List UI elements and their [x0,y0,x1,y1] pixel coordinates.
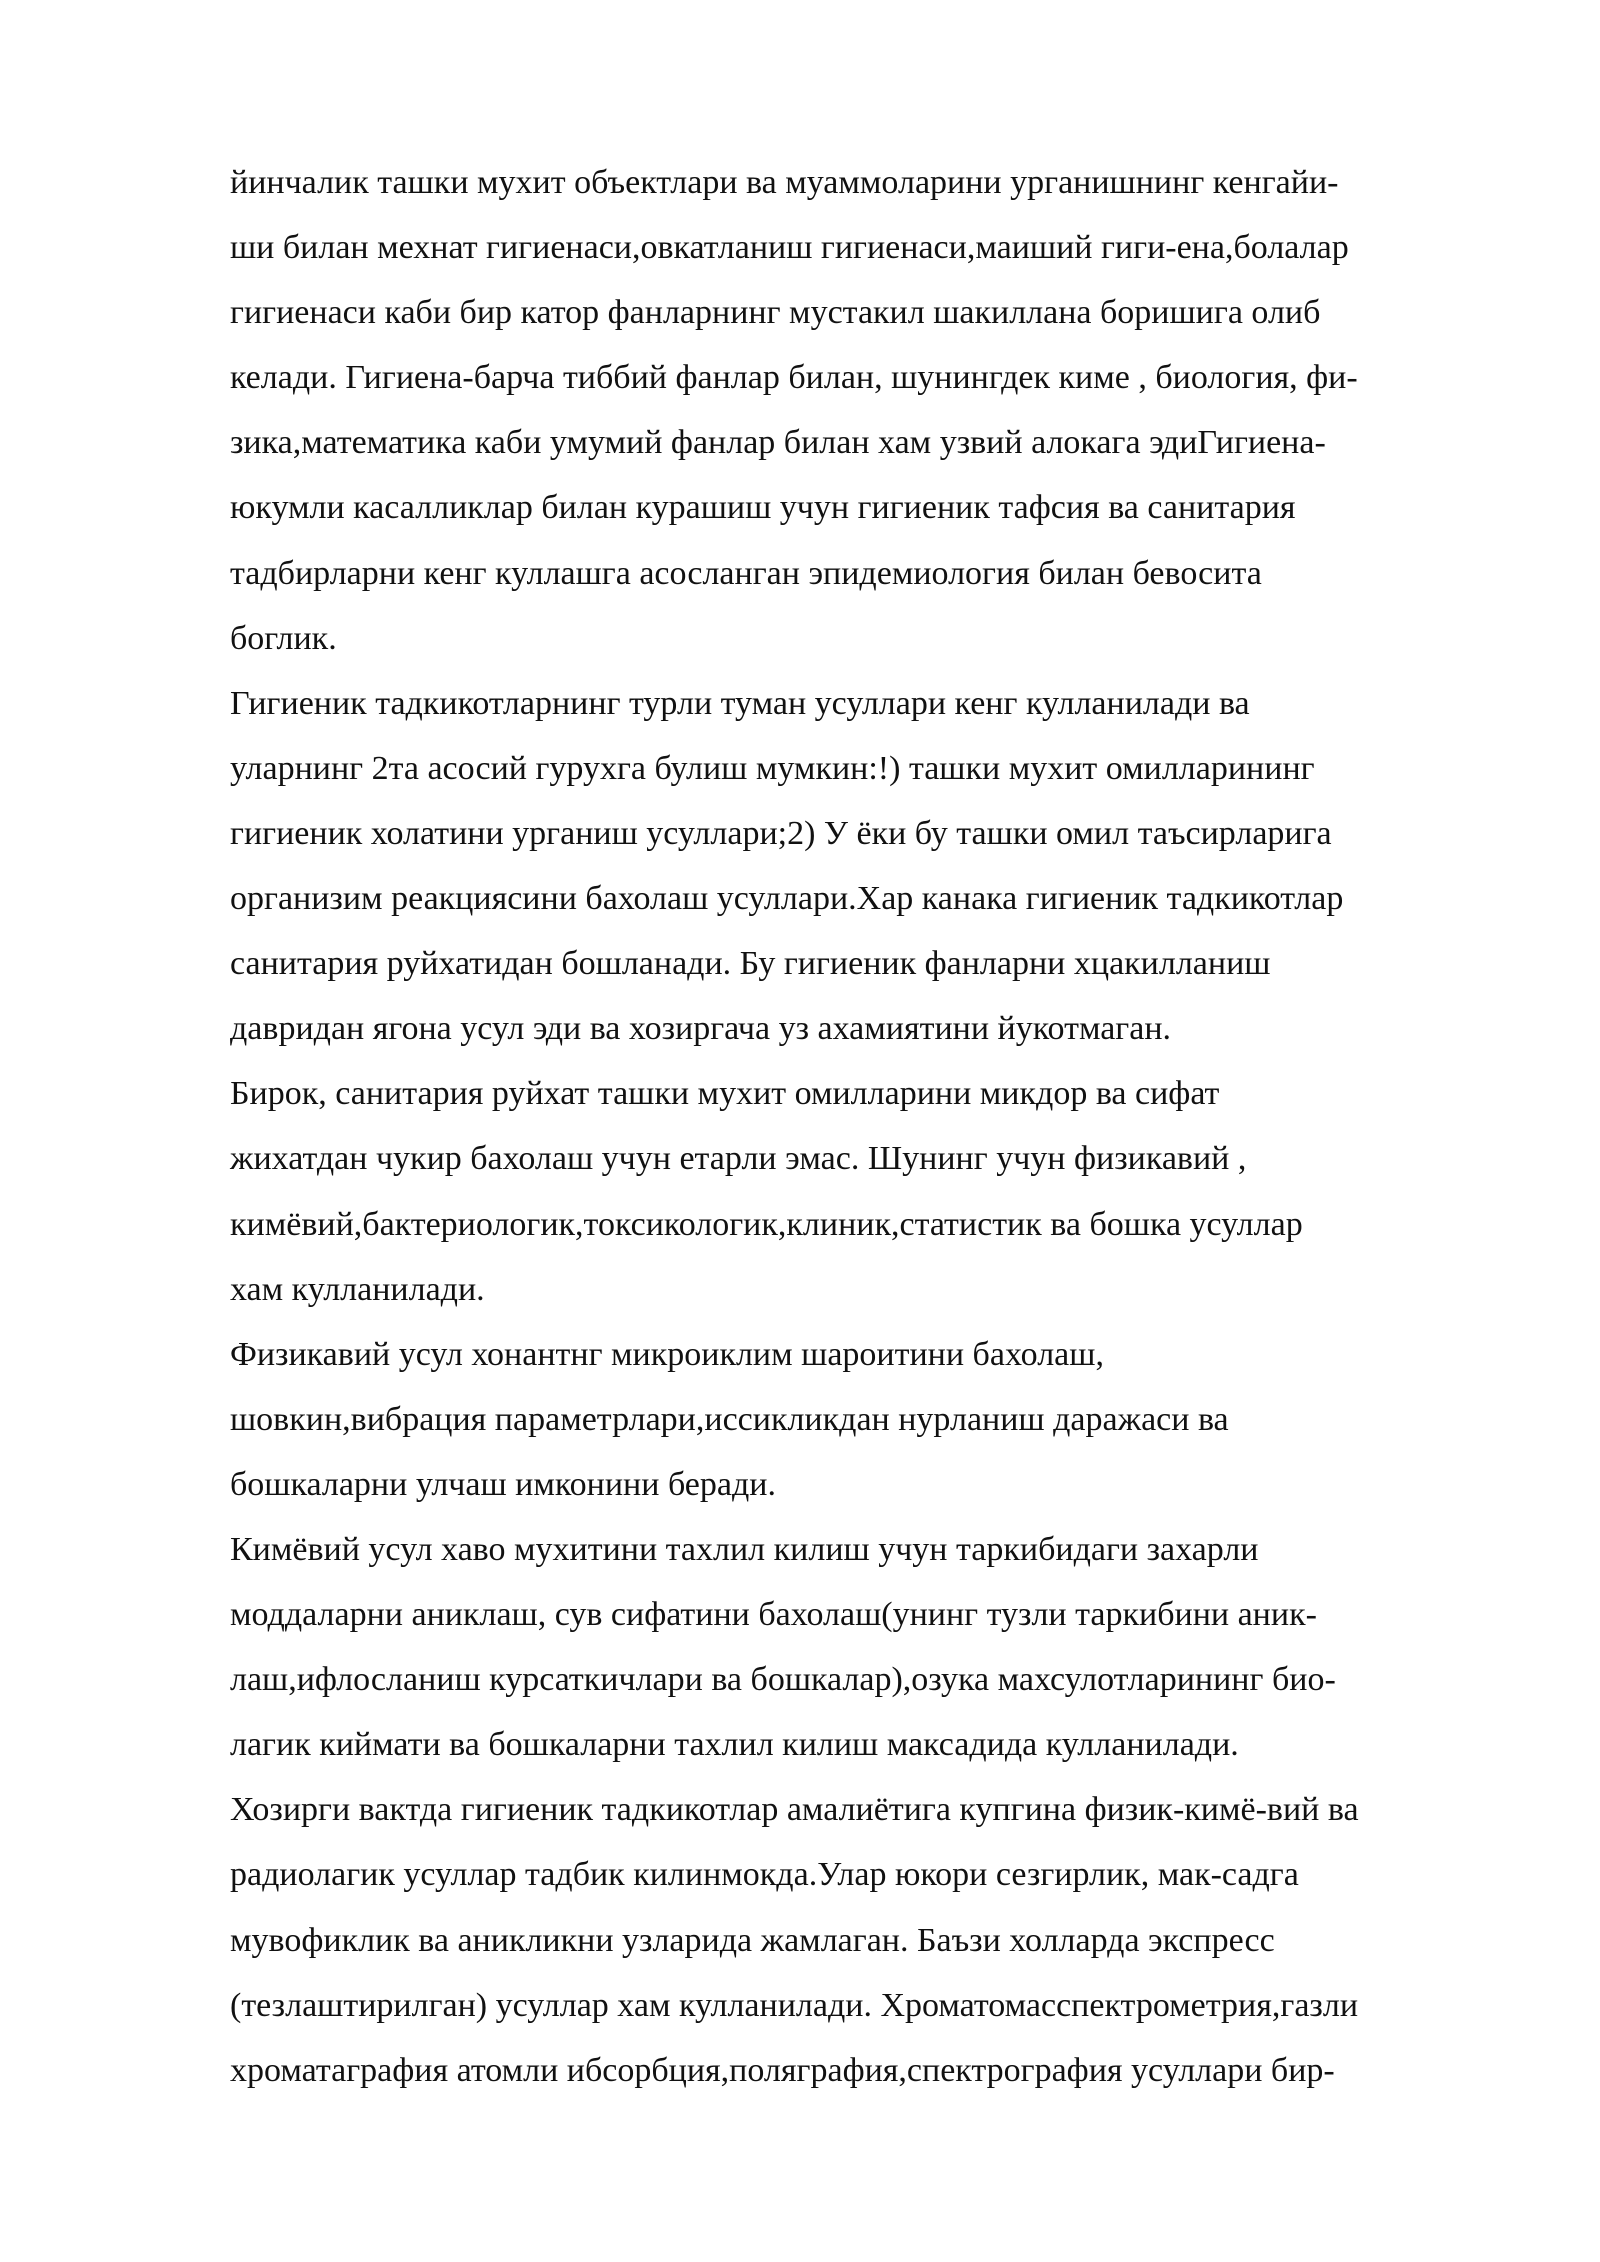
text-line: Кимёвий усул хаво мухитини тахлил килиш учун таркибидаги захарли [230,1530,1259,1568]
text-line: боглик. [230,619,337,657]
text-line: радиолагик усуллар тадбик килинмокда.Улар юкори сезгирлик, мак-садга [230,1856,1299,1894]
text-line: Хозирги вактда гигиеник тадкикотлар амалиётига купгина физик-кимё-вий ва [230,1791,1359,1829]
text-line: Гигиеник тадкикотларнинг турли туман усуллари кенг кулланилади ва [230,684,1250,722]
text-line: йинчалик ташки мухит объектлари ва муаммоларини урганишнинг кенгайи- [230,164,1339,201]
text-line: юкумли касалликлар билан курашиш учун гигиеник тафсия ва санитария [230,489,1296,527]
text-line: келади. Гигиена-барча тиббий фанлар билан, шунингдек киме , биология, фи- [230,359,1358,397]
text-line: шовкин,вибрация параметрлари,иссикликдан нурланиш даражаси ва [230,1400,1229,1438]
text-line: лаш,ифлосланиш курсаткичлари ва бошкалар),озука махсулотларининг био- [230,1661,1336,1699]
text-line: Физикавий усул хонантнг микроиклим шароитини бахолаш, [230,1335,1104,1373]
text-line: давридан ягона усул эди ва хозиргача уз ахамиятини йукотмаган. [230,1010,1172,1048]
text-line: моддаларни аниклаш, сув сифатини бахолаш(унинг тузли таркибини аник- [230,1596,1317,1634]
text-line: мувофиклик ва аникликни узларида жамлаган. Баъзи холларда экспресс [230,1921,1275,1959]
text-line: хроматаграфия атомли ибсорбция,поляграфия,спектрография усуллари бир- [230,2051,1335,2089]
text-line: хам кулланилади. [230,1270,485,1308]
text-line: Бирок, санитария руйхат ташки мухит омилларини микдор ва сифат [230,1075,1220,1113]
text-line: гигиеник холатини урганиш усуллари;2) У ёки бу ташки омил таъсирларига [230,814,1332,852]
text-line: гигиенаси каби бир катор фанларнинг мустакил шакиллана боришига олиб [230,294,1321,332]
text-line: бошкаларни улчаш имконини беради. [230,1465,776,1503]
text-line: (тезлаштирилган) усуллар хам кулланилади. Хроматомасспектрометрия,газли [230,1986,1359,2024]
text-line: жихатдан чукир бахолаш учун етарли эмас. Шунинг учун физикавий , [230,1140,1247,1178]
text-line: зика,математика каби умумий фанлар билан хам узвий алокага эдиГигиена- [230,424,1326,462]
text-line: организим реакциясини бахолаш усуллари.Хар канака гигиеник тадкикотлар [230,880,1344,918]
text-line: санитария руйхатидан бошланади. Бу гигиеник фанларни хцакилланиш [230,945,1271,983]
text-line: тадбирларни кенг куллашга асосланган эпидемиология билан бевосита [230,554,1262,592]
text-line: уларнинг 2та асосий гурухга булиш мумкин:!) ташки мухит омилларининг [230,749,1315,787]
text-line: ши билан мехнат гигиенаси,овкатланиш гигиенаси,маиший гиги-ена,болалар [230,229,1349,267]
text-line: кимёвий,бактериологик,токсикологик,клиник,статистик ва бошка усуллар [230,1205,1303,1243]
text-line: лагик киймати ва бошкаларни тахлил килиш максадида кулланилади. [230,1726,1239,1764]
body-text [230,150,1560,2103]
